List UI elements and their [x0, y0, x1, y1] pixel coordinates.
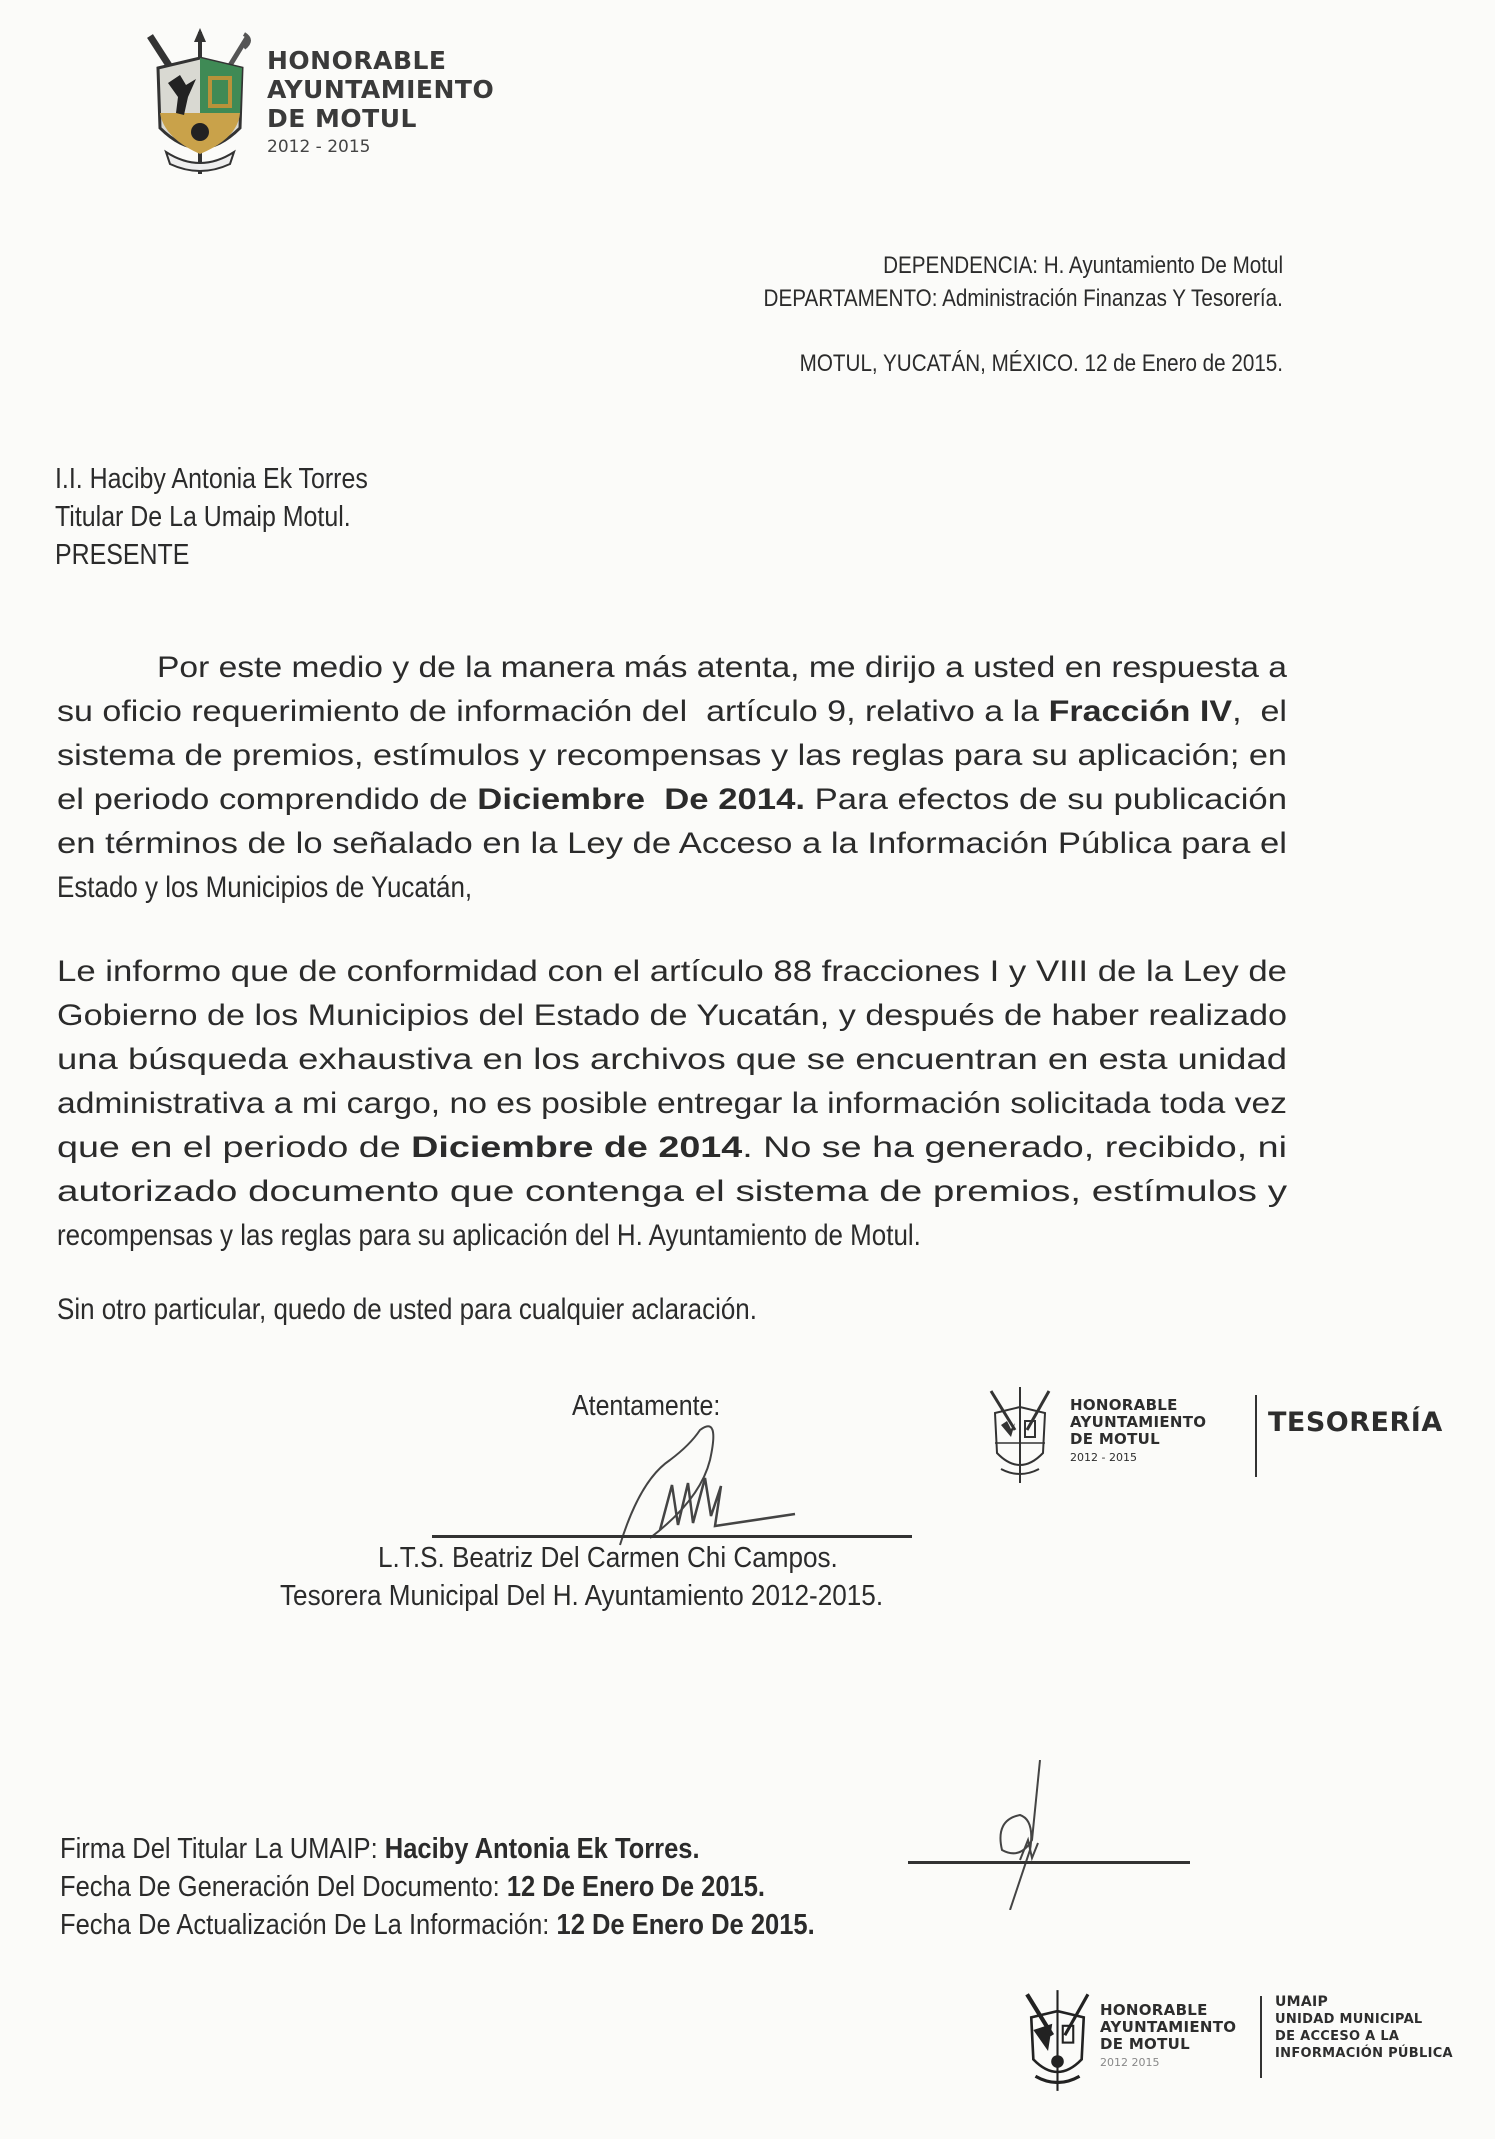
- bold-text: Fracción IV: [1048, 695, 1233, 728]
- dependencia-line: [818, 250, 1283, 282]
- salutation-text: PRESENTE: [55, 539, 190, 571]
- stamp-org-line-2: AYUNTAMIENTO: [1070, 1413, 1207, 1431]
- paragraph-line: [57, 866, 1287, 910]
- paragraph-line: [57, 646, 1287, 690]
- paragraph-line: [57, 1038, 1287, 1082]
- stamp-divider: [1255, 1395, 1257, 1477]
- firma-value: Haciby Antonia Ek Torres.: [384, 1833, 700, 1865]
- text-run: . No se ha generado, recibido, ni: [742, 1131, 1287, 1164]
- text-run: el periodo comprendido de: [57, 783, 478, 816]
- signer-position: [280, 1580, 950, 1613]
- dependencia-value: H. Ayuntamiento De Motul: [1043, 252, 1283, 279]
- generacion-label: Fecha De Generación Del Documento:: [60, 1871, 500, 1903]
- umaip-unit-line-3: DE ACCESO A LA: [1275, 2029, 1400, 2044]
- paragraph-line: [57, 690, 1287, 734]
- coat-of-arms-icon: [985, 1385, 1055, 1485]
- text-run: recompensas y las reglas para su aplicación del H. Ayuntamiento de Motul.: [57, 1219, 921, 1252]
- paragraph-line: [57, 1126, 1287, 1170]
- text-run: sistema de premios, estímulos y recompensas y las reglas para su aplicación; en: [57, 739, 1287, 772]
- place-date-text: MOTUL, YUCATÁN, MÉXICO. 12 de Enero de 2015.: [799, 350, 1283, 377]
- signature-salutation-text: Atentamente:: [572, 1390, 721, 1422]
- bold-text: Diciembre de 2014: [411, 1131, 743, 1164]
- recipient-name-text: I.I. Haciby Antonia Ek Torres: [55, 463, 368, 495]
- text-run: administrativa a mi cargo, no es posible entregar la información solicitada toda vez: [57, 1087, 1287, 1120]
- umaip-stamp-years: 2012 2015: [1100, 2056, 1160, 2069]
- text-run: su oficio requerimiento de información del artículo 9, relativo a la: [57, 695, 1049, 728]
- actualizacion-value: 12 De Enero De 2015.: [556, 1909, 815, 1941]
- generacion-line: [60, 1871, 861, 1904]
- umaip-unit-line-1: UMAIP: [1275, 1994, 1329, 2010]
- departamento-value: Administración Finanzas Y Tesorería.: [942, 285, 1283, 312]
- paragraph-line: [57, 994, 1287, 1038]
- signer-name-text: L.T.S. Beatriz Del Carmen Chi Campos.: [378, 1542, 838, 1574]
- umaip-stamp-org-line-2: AYUNTAMIENTO: [1100, 2018, 1237, 2036]
- signature-line: [432, 1535, 912, 1538]
- paragraph-line: [57, 1170, 1287, 1214]
- generacion-value: 12 De Enero De 2015.: [506, 1871, 766, 1903]
- bold-text: Diciembre De 2014.: [477, 783, 806, 816]
- dependencia-label: DEPENDENCIA:: [883, 252, 1038, 279]
- recipient-title: [55, 498, 399, 536]
- signer-name: [378, 1542, 889, 1575]
- paragraph-line: [57, 734, 1287, 778]
- actualizacion-line: [60, 1909, 918, 1942]
- signer-position-text: Tesorera Municipal Del H. Ayuntamiento 2012-2015.: [280, 1580, 884, 1612]
- stamp-org-line-1: HONORABLE: [1070, 1396, 1178, 1414]
- stamp-department: TESORERÍA: [1268, 1407, 1443, 1438]
- umaip-unit-line-2: UNIDAD MUNICIPAL: [1275, 2012, 1423, 2027]
- text-run: que en el periodo de: [57, 1131, 412, 1164]
- org-name-line-3: DE MOTUL: [267, 104, 417, 133]
- paragraph-line: [57, 822, 1287, 866]
- paragraph-line: [57, 1082, 1287, 1126]
- signature-scribble-icon: [600, 1420, 830, 1550]
- umaip-signature-scribble-icon: [990, 1760, 1070, 1910]
- coat-of-arms-icon: [140, 28, 260, 178]
- text-run: , el: [1232, 695, 1287, 728]
- org-name-line-2: AYUNTAMIENTO: [267, 75, 495, 104]
- text-run: Le informo que de conformidad con el artículo 88 fracciones I y VIII de la Ley de: [57, 955, 1287, 988]
- text-run: Estado y los Municipios de Yucatán,: [57, 871, 473, 904]
- recipient-title-text: Titular De La Umaip Motul.: [55, 501, 351, 533]
- text-run: Gobierno de los Municipios del Estado de Yucatán, y después de haber realizado: [57, 999, 1287, 1032]
- closing-text: Sin otro particular, quedo de usted para cualquier aclaración.: [57, 1293, 757, 1326]
- umaip-stamp-divider: [1260, 1996, 1262, 2078]
- paragraph-line: [57, 778, 1287, 822]
- letterhead-logo: [140, 28, 560, 178]
- actualizacion-label: Fecha De Actualización De La Información:: [60, 1909, 550, 1941]
- umaip-stamp: [1020, 1988, 1480, 2108]
- text-run: autorizado documento que contenga el sistema de premios, estímulos y: [57, 1175, 1287, 1208]
- text-run: una búsqueda exhaustiva en los archivos que se encuentran en esta unidad: [57, 1043, 1287, 1076]
- text-run: Por este medio y de la manera más atenta, me dirijo a usted en respuesta a: [157, 651, 1287, 684]
- stamp-org-line-3: DE MOTUL: [1070, 1430, 1160, 1448]
- firma-label: Firma Del Titular La UMAIP:: [60, 1833, 378, 1865]
- text-run: Para efectos de su publicación: [805, 783, 1287, 816]
- paragraph-line: [57, 1214, 1287, 1258]
- place-date: [721, 348, 1283, 380]
- departamento-line: [679, 283, 1283, 315]
- umaip-stamp-org-line-3: DE MOTUL: [1100, 2035, 1190, 2053]
- firma-line: [60, 1833, 787, 1866]
- stamp-years: 2012 - 2015: [1070, 1451, 1137, 1464]
- text-run: en términos de lo señalado en la Ley de Acceso a la Información Pública para el: [57, 827, 1287, 860]
- paragraph-line: [57, 950, 1287, 994]
- tesoreria-stamp: [985, 1385, 1445, 1495]
- umaip-signature-line: [908, 1861, 1190, 1864]
- body-paragraph-2: [57, 950, 1287, 1258]
- coat-of-arms-icon: [1020, 1988, 1095, 2093]
- umaip-unit-line-4: INFORMACIÓN PÚBLICA: [1275, 2046, 1453, 2061]
- umaip-stamp-org-line-1: HONORABLE: [1100, 2001, 1208, 2019]
- org-years: 2012 - 2015: [267, 137, 371, 157]
- closing-line: [57, 1288, 1287, 1332]
- org-name-line-1: HONORABLE: [267, 46, 447, 75]
- signature-salutation: [572, 1390, 745, 1423]
- salutation: [55, 536, 211, 574]
- recipient-name: [55, 460, 419, 498]
- body-paragraph-1: [57, 646, 1287, 910]
- departamento-label: DEPARTAMENTO:: [763, 285, 938, 312]
